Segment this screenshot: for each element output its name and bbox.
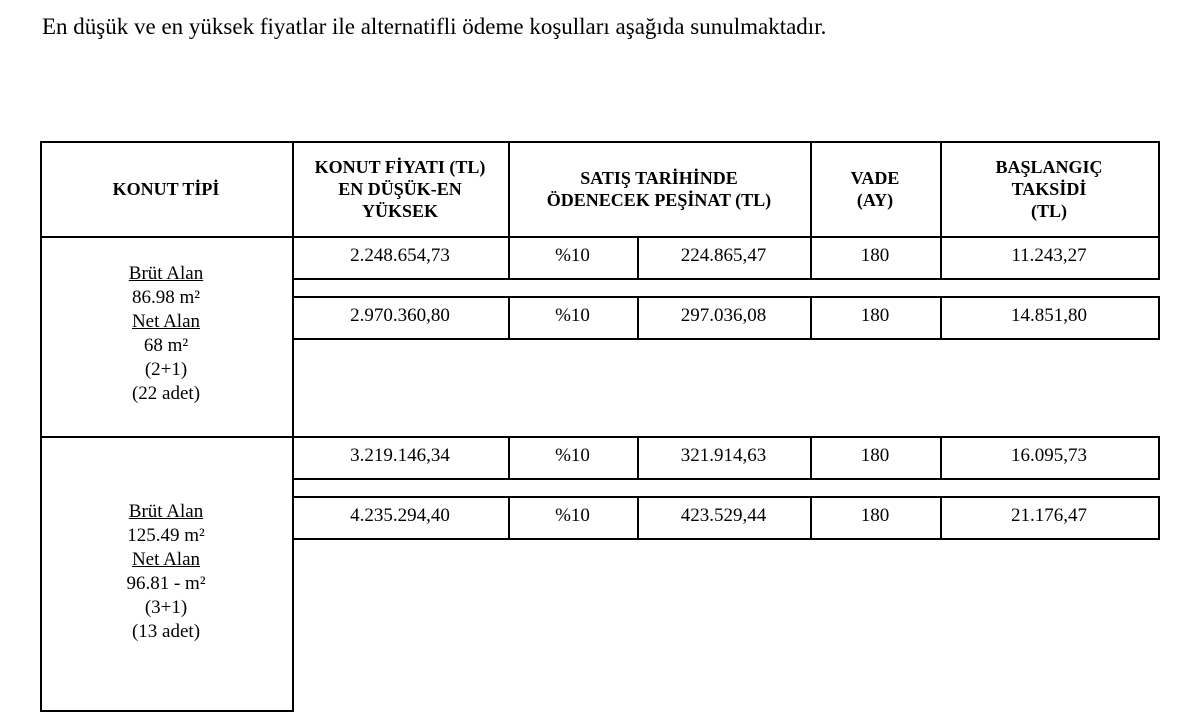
row-col-border: [1158, 236, 1160, 280]
down-payment-cell: [637, 436, 810, 478]
header-vade-line: VADE: [850, 167, 900, 188]
installment-cell: [940, 436, 1158, 478]
down-payment-cell: [637, 296, 810, 338]
header-taksit-line: TAKSİDİ: [1011, 178, 1087, 199]
down-payment-cell-text: 224.865,47: [680, 245, 767, 266]
brut-alan-value: 125.49 m²: [127, 525, 205, 546]
header-konut-tipi: [40, 141, 292, 236]
header-konut-tipi-text: KONUT TİPİ: [112, 178, 220, 199]
installment-cell: [940, 496, 1158, 538]
term-cell-text: 180: [860, 505, 890, 526]
rate-cell: [508, 296, 637, 338]
brut-alan-label: Brüt Alan: [128, 501, 204, 522]
price-cell-text: 2.248.654,73: [350, 245, 450, 266]
rate-cell-text: %10: [555, 305, 590, 326]
row-col-border: [1158, 296, 1160, 340]
room-count: (2+1): [144, 359, 188, 380]
intro-text: En düşük ve en yüksek fiyatlar ile alternatifli ödeme koşulları aşağıda sunulmaktadır.: [42, 14, 827, 39]
header-pesinat-line: ÖDENECEK PEŞİNAT (TL): [546, 189, 772, 210]
rate-cell-text: %10: [555, 445, 590, 466]
installment-cell: [940, 236, 1158, 278]
down-payment-cell: [637, 236, 810, 278]
header-fiyat: [292, 141, 508, 236]
net-alan-label: Net Alan: [131, 549, 201, 570]
price-cell-text: 4.235.294,40: [350, 505, 450, 526]
header-taksit: [940, 141, 1158, 236]
down-payment-cell-text: 297.036,08: [680, 305, 767, 326]
row-col-border: [1158, 496, 1160, 540]
brut-alan-value: 86.98 m²: [132, 287, 200, 308]
header-fiyat-line: YÜKSEK: [361, 200, 439, 221]
installment-cell-text: 21.176,47: [1011, 505, 1087, 526]
rate-cell-text: %10: [555, 505, 590, 526]
row-bottom-border: [292, 478, 1160, 480]
term-cell: [810, 236, 940, 278]
down-payment-cell-text: 321.914,63: [680, 445, 767, 466]
header-taksit-line: (TL): [1031, 200, 1067, 221]
header-taksit-line: BAŞLANGIÇ: [995, 156, 1103, 177]
unit-count: (22 adet): [131, 383, 201, 404]
term-cell-text: 180: [860, 245, 890, 266]
price-cell: [292, 296, 508, 338]
header-fiyat-line: KONUT FİYATI (TL): [314, 156, 486, 177]
rate-cell: [508, 236, 637, 278]
price-cell: [292, 436, 508, 478]
row-bottom-border: [292, 338, 1160, 340]
group-bottom-border: [40, 710, 294, 712]
term-cell: [810, 496, 940, 538]
net-alan-label: Net Alan: [131, 311, 201, 332]
net-alan-value: 68 m²: [143, 335, 189, 356]
installment-cell-text: 16.095,73: [1011, 445, 1087, 466]
term-cell: [810, 296, 940, 338]
down-payment-cell: [637, 496, 810, 538]
rate-cell: [508, 436, 637, 478]
konut-tipi-desc: [40, 500, 292, 660]
header-fiyat-line: EN DÜŞÜK-EN: [338, 178, 462, 199]
term-cell: [810, 436, 940, 478]
term-cell-text: 180: [860, 445, 890, 466]
header-col-border: [1158, 141, 1160, 238]
rate-cell-text: %10: [555, 245, 590, 266]
header-vade-line: (AY): [856, 189, 894, 210]
price-cell-text: 2.970.360,80: [350, 305, 450, 326]
installment-cell: [940, 296, 1158, 338]
term-cell-text: 180: [860, 305, 890, 326]
unit-count: (13 adet): [131, 621, 201, 642]
row-bottom-border: [292, 538, 1160, 540]
row-bottom-border: [292, 278, 1160, 280]
installment-cell-text: 11.243,27: [1011, 245, 1087, 266]
konut-tipi-desc: [40, 262, 292, 422]
price-cell-text: 3.219.146,34: [350, 445, 450, 466]
price-cell: [292, 236, 508, 278]
down-payment-cell-text: 423.529,44: [680, 505, 767, 526]
header-vade: [810, 141, 940, 236]
brut-alan-label: Brüt Alan: [128, 263, 204, 284]
net-alan-value: 96.81 - m²: [126, 573, 206, 594]
installment-cell-text: 14.851,80: [1011, 305, 1087, 326]
price-cell: [292, 496, 508, 538]
room-count: (3+1): [144, 597, 188, 618]
rate-cell: [508, 496, 637, 538]
header-pesinat: [508, 141, 810, 236]
header-pesinat-line: SATIŞ TARİHİNDE: [580, 167, 738, 188]
row-col-border: [1158, 436, 1160, 480]
